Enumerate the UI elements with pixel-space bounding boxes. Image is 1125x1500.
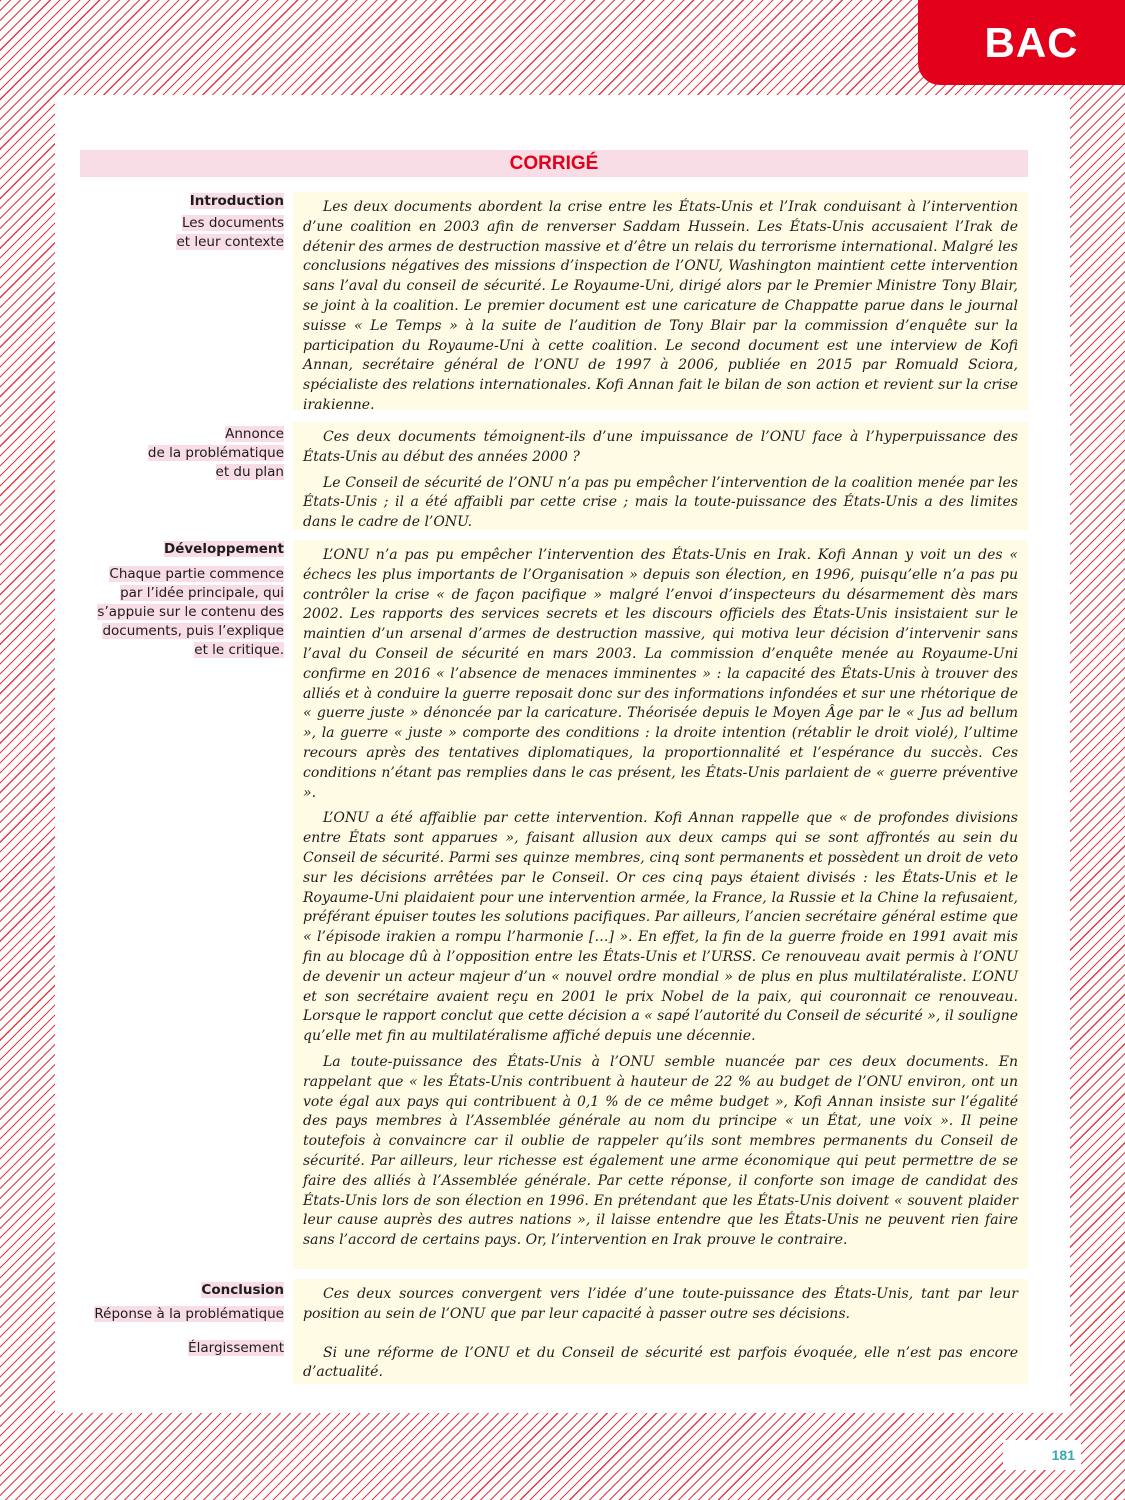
conclusion-heading: Conclusion (201, 1282, 284, 1298)
annonce-line-3: et du plan (215, 464, 284, 480)
section-title: CORRIGÉ (509, 152, 599, 174)
developpement-sub-1: Chaque partie commence (109, 566, 284, 582)
introduction-label (80, 192, 284, 252)
elargissement-label (80, 1339, 284, 1358)
developpement-paragraph-3: La toute-puissance des États-Unis à l’ONU semble nuancée par ces deux documents. En rappelant que « les États-Unis contribuent à hauteur de 22 % au budget de l’ONU environ, ont un vote égal aux pays qui contribuent à 0,1 % de ce même budget », Kofi Annan insiste sur l’égalité des pays membres à l’Assemblée générale au nom du principe « un État, une voix ». Il peine toutefois à convaincre car il oublie de rappeler qu’ils sont membres permanents du Conseil de sécurité. Par ailleurs, leur richesse est également une arme économique qui peut permettre de se faire des alliés à l’Assemblée générale. Par cette réponse, il conforte son image de candidat des États-Unis lors de son élection en 1996. En prétendant que les États-Unis doivent « souvent plaider leur cause auprès des autres nations », il laisse entendre que les États-Unis ne peuvent rien faire sans l’accord de certains pays. Or, l’intervention en Irak prouve le contraire. (303, 1053, 1018, 1249)
page-number: 181 (1051, 1447, 1075, 1463)
developpement-paragraph-1: L’ONU n’a pas pu empêcher l’intervention des États-Unis en Irak. Kofi Annan y voit un des « échecs les plus importants de l’Organisation » depuis son élection, en 1996, puisqu’elle n’a pas pu contrôler la crise « de façon pacifique » malgré l’envoi d’inspecteurs du désarmement dès mars 2002. Les rapports des services secrets et les discours officiels des États-Unis insistaient sur le maintien d’un arsenal d’armes de destruction massive, qui motiva leur décision d’intervenir sans l’aval du Conseil de sécurité en mars 2003. La commission d’enquête menée au Royaume-Uni confirme en 2016 « l’absence de menaces imminentes » : la capacité des États-Unis à trouver des alliés et à conduire la guerre reposait donc sur des informations infondées et sur une rhétorique de « guerre juste » dénoncée par la caricature. Théorisée depuis le Moyen Âge par le « Jus ad bellum », la guerre « juste » comporte des conditions : la droite intention (rétablir le droit violé), l’ultime recours après des tentatives diplomatiques, la proportionnalité et l’espérance du succès. Ces conditions n’étant pas remplies dans le cas présent, les États-Unis parlaient de « guerre préventive ». (303, 547, 1018, 801)
introduction-sub-1: Les documents (181, 215, 284, 231)
annonce-text-box (293, 422, 1028, 530)
introduction-heading: Introduction (189, 193, 284, 209)
developpement-sub-5: et le critique. (194, 642, 284, 658)
developpement-label (80, 540, 284, 660)
problematique-paragraph: Ces deux documents témoignent-ils d’une impuissance de l’ONU face à l’hyperpuissance des États-Unis au début des années 2000 ? (303, 429, 1018, 465)
developpement-text-box (293, 540, 1028, 1269)
introduction-text-box (293, 192, 1028, 413)
annonce-line-2: de la problématique (147, 445, 284, 461)
conclusion-text-box (293, 1279, 1028, 1384)
elargissement-paragraph: Si une réforme de l’ONU et du Conseil de sécurité est parfois évoquée, elle n’est pas encore d’actualité. (303, 1344, 1018, 1381)
developpement-sub-3: s’appuie sur le contenu des (97, 604, 284, 620)
section-title-bar (80, 150, 1028, 177)
conclusion-paragraph: Ces deux sources convergent vers l’idée d’une toute-puissance des États-Unis, tant par leur position au sein de l’ONU que par leur capacité à passer outre ses décisions. (303, 1286, 1018, 1322)
developpement-paragraph-2: L’ONU a été affaiblie par cette intervention. Kofi Annan rappelle que « de profondes divisions entre États sont apparues », faisant allusion aux deux camps qui se sont affrontés au sein du Conseil de sécurité. Parmi ses quinze membres, cinq sont permanents et possèdent un droit de veto sur les décisions arrêtées par le Conseil. Or ces cinq pays étaient divisés : les États-Unis et le Royaume-Uni plaidaient pour une intervention armée, la France, la Russie et la Chine la refusaient, préférant épuiser toutes les solutions pacifiques. Par ailleurs, l’ancien secrétaire général estime que « l’épisode irakien a rompu l’harmonie […] ». En effet, la fin de la guerre froide en 1991 avait mis fin au blocage dû à l’opposition entre les États-Unis et l’URSS. Ce renouveau avait permis à l’ONU de devenir un acteur majeur d’un « nouvel ordre mondial » de plus en plus multilatéraliste. L’ONU et son secrétaire avaient reçu en 2001 le prix Nobel de la paix, qui couronnait ce renouveau. Lorsque le rapport conclut que cette décision a « sapé l’autorité du Conseil de sécurité », il souligne qu’elle met fin au multilatéralisme affiché depuis une décennie. (303, 810, 1018, 1045)
conclusion-sub: Réponse à la problématique (94, 1306, 284, 1322)
introduction-sub-2: et leur contexte (176, 234, 284, 250)
developpement-heading: Développement (164, 541, 284, 557)
bac-badge-label: BAC (984, 18, 1079, 66)
annonce-label (80, 425, 284, 482)
conclusion-label (80, 1281, 284, 1324)
introduction-paragraph: Les deux documents abordent la crise entre les États-Unis et l’Irak conduisant à l’intervention d’une coalition en 2003 afin de renverser Saddam Hussein. Les États-Unis accusaient l’Irak de détenir des armes de destruction massive et d’être un relais du terrorisme international. Malgré les conclusions négatives des missions d’inspection de l’ONU, Washington maintient cette intervention sans l’aval du conseil de sécurité. Le Royaume-Uni, dirigé alors par le Premier Ministre Tony Blair, se joint à la coalition. Le premier document est une caricature de Chappatte parue dans le journal suisse « Le Temps » à la suite de l’audition de Tony Blair par la commission d’enquête sur la participation du Royaume-Uni à cette coalition. Le second document est une interview de Kofi Annan, secrétaire général de l’ONU de 1997 à 2006, publiée en 2015 par Romuald Sciora, spécialiste des relations internationales. Kofi Annan fait le bilan de son action et revient sur la crise irakienne. (303, 199, 1018, 413)
elargissement-heading: Élargissement (188, 1340, 284, 1356)
annonce-line-1: Annonce (225, 426, 284, 442)
developpement-sub-2: par l’idée principale, qui (120, 585, 284, 601)
developpement-sub-4: documents, puis l’explique (102, 623, 284, 639)
bac-badge (918, 0, 1125, 85)
page-number-box (1003, 1440, 1081, 1470)
plan-paragraph: Le Conseil de sécurité de l’ONU n’a pas pu empêcher l’intervention de la coalition menée par les États-Unis ; il a été affaibli par cette crise ; mais la toute-puissance des États-Unis a des limites dans le cadre de l’ONU. (303, 474, 1018, 531)
